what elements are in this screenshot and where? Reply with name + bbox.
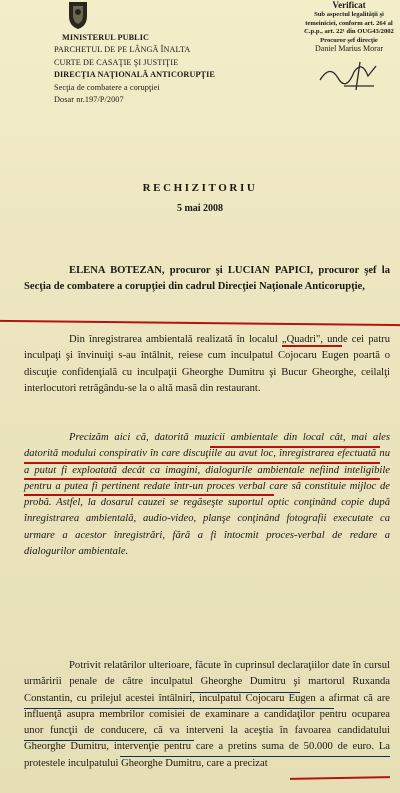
handwritten-signature <box>316 56 386 96</box>
paragraph-statements <box>24 658 390 772</box>
stamp-title: Verificat <box>332 0 366 10</box>
blue-underline <box>24 740 194 741</box>
stamp-name: Daniel Marius Morar <box>315 44 383 54</box>
header-line-court: CURTE DE CASAŢIE ŞI JUSTIŢIE <box>54 57 179 67</box>
stamp-line: Sub aspectul legalităţii şi <box>314 11 384 18</box>
red-underline <box>282 345 342 347</box>
stamp-line: Procuror şef direcţie <box>320 36 378 44</box>
stamp-line: C.p.p., art. 22¹ din OUG43/2002 <box>304 28 394 36</box>
paragraph-recording <box>24 332 390 397</box>
blue-underline <box>24 708 334 709</box>
header-line-directorate: DIRECŢIA NAŢIONALĂ ANTICORUPŢIE <box>54 70 215 80</box>
paragraph-prosecutors <box>24 263 390 296</box>
stamp-line: temeiniciei, conform art. 264 al <box>305 19 393 27</box>
paragraph-recording-text: Din înregistrarea ambientală realizată în localul „Quadri", unde cei patru inculpaţi şi învinuiţi s-au întâlnit, reiese cum inculpatul Cojocaru Eugen poartă o discuţie confidenţială cu inculpaţii Gheorghe Dumitru şi Bucur Gheorghe, ceilalţi interlocutori retrăgându-se la o altă masă din restaurant. <box>24 334 390 394</box>
red-underline <box>24 462 380 464</box>
romanian-coat-of-arms-icon <box>63 0 93 30</box>
verification-stamp <box>300 0 398 54</box>
header-line-ministry: MINISTERUL PUBLIC <box>62 33 150 42</box>
paragraph-statements-text: Potrivit relatărilor ulterioare, făcute în cuprinsul declaraţiilor date în cursul urmăririi penale de către inculpatul Gheorghe Dumitru şi martorul Ruxanda Constantin, cu prilejul acestei întâlniri, inculpatul Cojocaru Eugen a afirmat că are influenţă asupra membrilor comisiei de examinare a candidaţilor pentru ocuparea unor funcţii de conducere, că va interveni la aceştia în favoarea candidatului Gheorghe Dumitru, intervenţie pentru care a pretins suma de 50.000 de euro. La protestele inculpatului Gheorghe Dumitru, care a precizat <box>24 660 390 769</box>
red-underline <box>24 478 380 480</box>
header-line-file-number: Dosar nr.197/P/2007 <box>54 95 124 105</box>
red-underline <box>0 320 400 326</box>
red-underline <box>24 494 274 496</box>
paragraph-prosecutors-text: ELENA BOTEZAN, procuror şi LUCIAN PAPICI, procuror şef la Secţia de combatere a corupţiei din cadrul Direcţiei Naţionale Anticorupţie, <box>24 265 390 293</box>
red-underline <box>210 446 380 448</box>
institution-header <box>22 32 242 106</box>
header-line-section: Secţia de combatere a corupţiei <box>54 82 160 92</box>
red-underline <box>290 776 390 780</box>
header-line-prosecutor-office: PARCHETUL DE PE LÂNGĂ ÎNALTA <box>54 45 191 55</box>
document-date: 5 mai 2008 <box>176 203 224 214</box>
paragraph-clarification-text: Precizăm aici că, datorită muzicii ambientale din local cât, mai ales datorită modului conspirativ în care discuţiile au avut loc, înregistrarea efectuată nu a putut fi exploatată decât ca imagini, dialogurile ambientale nefiind inteligibile pentru a putea fi pertinent redate într-un proces verbal care să constituie mijloc de probă. Astfel, la dosarul cauzei se regăseşte suportul optic conţinând copie după înregistrarea ambientală, audio-video, planşe conţinând fotografii executate ca urmare a acestor înregistrări, fără a fi întocmit proces-verbal de redare a dialogurilor ambientale. <box>24 432 390 558</box>
blue-underline <box>190 692 300 693</box>
document-title: RECHIZITORIU <box>142 182 258 194</box>
blue-underline <box>120 756 390 757</box>
